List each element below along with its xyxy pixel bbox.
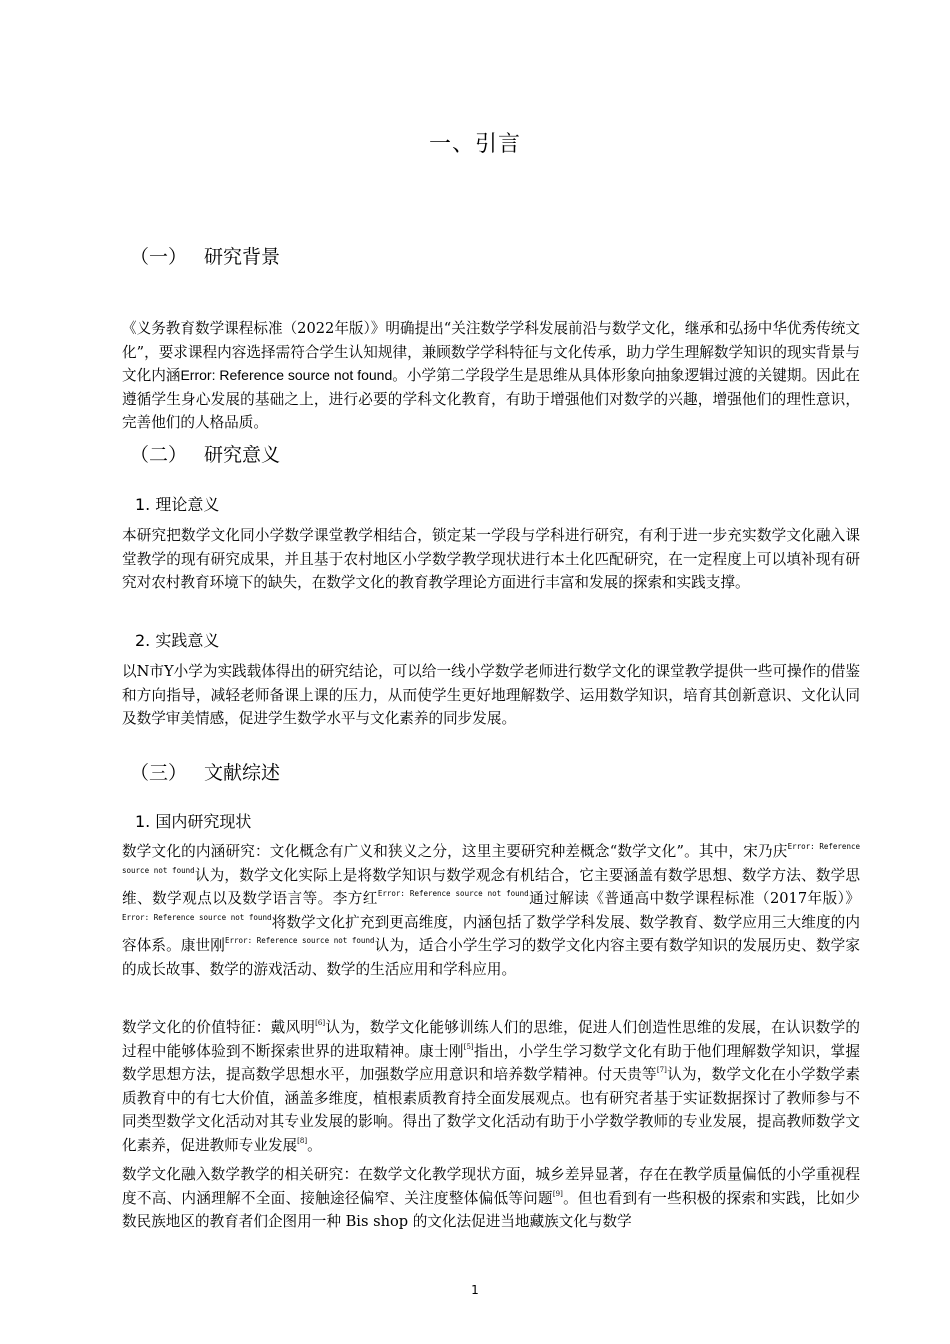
text-run: 以N市Y小学为实践载体得出的研究结论，可以给一线小学数学老师进行数学文化的课堂教学提供一些可操作的借鉴和方向指导，减轻老师备课上课的压力，从而使学生更好地理解数学、运用数学知识，培育其创新意识、文化认同及数学审美情感，促进学生数学水平与文化素养的同步发展。 bbox=[122, 663, 860, 728]
text-run: Bis shop bbox=[345, 1213, 409, 1231]
section-number: （二） bbox=[130, 444, 188, 466]
reference-error: Error: Reference source not found bbox=[122, 842, 860, 875]
text-run: 。但也看到有一些积极的探索和实践，比如少数民族地区的教育者们企图用一种 bbox=[122, 1189, 860, 1231]
text-run: 。 bbox=[307, 1136, 322, 1154]
section-title: 研究背景 bbox=[204, 246, 281, 268]
text-run: 认为，数学文化实际上是将数学知识与数学观念有机结合，它主要涵盖有数学思想、数学方法、数学思维、数学观点以及数学语言等。李方红 bbox=[122, 866, 860, 908]
reference-error: Error: Reference source not found bbox=[225, 936, 375, 946]
text-run: 将数学文化扩充到更高维度，内涵包括了数学学科发展、数学教育、数学应用三大维度的内容体系。康世刚 bbox=[122, 913, 860, 955]
paragraph-practice bbox=[92, 660, 860, 731]
section-title: 研究意义 bbox=[204, 444, 281, 466]
section-title: 文献综述 bbox=[204, 762, 281, 784]
paragraph-background bbox=[92, 317, 860, 435]
citation: [8] bbox=[297, 1136, 308, 1145]
citation: [7] bbox=[656, 1066, 667, 1075]
chapter-title: 一、引言 bbox=[428, 132, 521, 157]
text-run: 数学文化融入数学教学的相关研究：在数学文化教学现状方面，城乡差异显著，存在在教学质量偏低的小学重视程度不高、内涵理解不全面、接触途径偏窄、关注度整体偏低等问题 bbox=[122, 1166, 860, 1207]
text-run: 本研究把数学文化同小学数学课堂教学相结合，锁定某一学段与学科进行研究，有利于进一步充实数学文化融入课堂教学的现有研究成果，并且基于农村地区小学数学教学现状进行本土化匹配研究，在一定程度上可以填补现有研究对农村教育环境下的缺失，在数学文化的教育教学理论方面进行丰富和发展的探索和实践支撑。 bbox=[122, 527, 860, 592]
reference-error: Error: Reference source not found bbox=[122, 912, 272, 922]
paragraph-connotation bbox=[92, 840, 860, 982]
text-run: 数学文化的价值特征：戴风明 bbox=[122, 1019, 316, 1036]
section-heading-background bbox=[130, 242, 280, 269]
text-run: 通过解读《普通高中数学课程标准（2017年版）》 bbox=[528, 890, 860, 908]
reference-error: Error: Reference source not found bbox=[377, 889, 529, 899]
citation: [6] bbox=[315, 1019, 326, 1027]
text-run: 认为，适合小学生学习的数学文化内容主要有数学知识的发展历史、数学家的成长故事、数学的游戏活动、数学的生活应用和学科应用。 bbox=[122, 937, 860, 978]
section-heading-significance bbox=[130, 440, 280, 467]
citation: [9] bbox=[552, 1189, 563, 1198]
text-run: 数学文化的内涵研究：文化概念有广义和狭义之分，这里主要研究种差概念“数学文化”。其中，宋乃庆 bbox=[122, 843, 788, 860]
reference-error: Error: Reference source not found bbox=[180, 367, 393, 384]
page-number: 1 bbox=[471, 1283, 479, 1297]
subsection-heading-theory: 1. 理论意义 bbox=[135, 495, 220, 514]
citation: [5] bbox=[463, 1042, 474, 1051]
subsection-heading-domestic: 1. 国内研究现状 bbox=[135, 812, 252, 831]
section-heading-literature bbox=[130, 758, 280, 785]
text-run: 指出，小学生学习数学文化有助于他们理解数学知识，掌握数学思想方法，提高数学思想水平，加强数学应用意识和培养数学精神。付天贵等 bbox=[122, 1042, 860, 1084]
text-run: 的文化法促进当地藏族文化与数学 bbox=[412, 1213, 632, 1231]
section-number: （一） bbox=[130, 246, 188, 268]
section-number: （三） bbox=[130, 762, 188, 784]
text-run: 认为，数学文化在小学数学素质教育中的有七大价值，涵盖多维度，植根素质教育持全面发展观点。也有研究者基于实证数据探讨了教师参与不同类型数学文化活动对其专业发展的影响。得出了数学文化活动有助于小学数学教师的专业发展，提高教师数学文化素养，促进教师专业发展 bbox=[122, 1066, 860, 1154]
paragraph-value bbox=[92, 1016, 860, 1158]
text-run: 。小学第二学段学生是思维从具体形象向抽象逻辑过渡的关键期。因此在遵循学生身心发展的基础之上，进行必要的学科文化教育，有助于增强他们对数学的兴趣，增强他们的理性意识，完善他们的人格品质。 bbox=[122, 367, 860, 432]
paragraph-theory bbox=[92, 524, 860, 595]
paragraph-teaching bbox=[92, 1163, 860, 1234]
text-run: 认为，数学文化能够训练人们的思维，促进人们创造性思维的发展，在认识数学的过程中能够体验到不断探索世界的进取精神。康士刚 bbox=[122, 1019, 860, 1060]
text-run: 《义务教育数学课程标准（2022年版）》明确提出“关注数学学科发展前沿与数学文化，继承和弘扬中华优秀传统文化”，要求课程内容选择需符合学生认知规律，兼顾数学学科特征与文化传承，助力学生理解数学知识的现实背景与文化内涵 bbox=[122, 320, 860, 385]
subsection-heading-practice: 2. 实践意义 bbox=[135, 631, 220, 650]
